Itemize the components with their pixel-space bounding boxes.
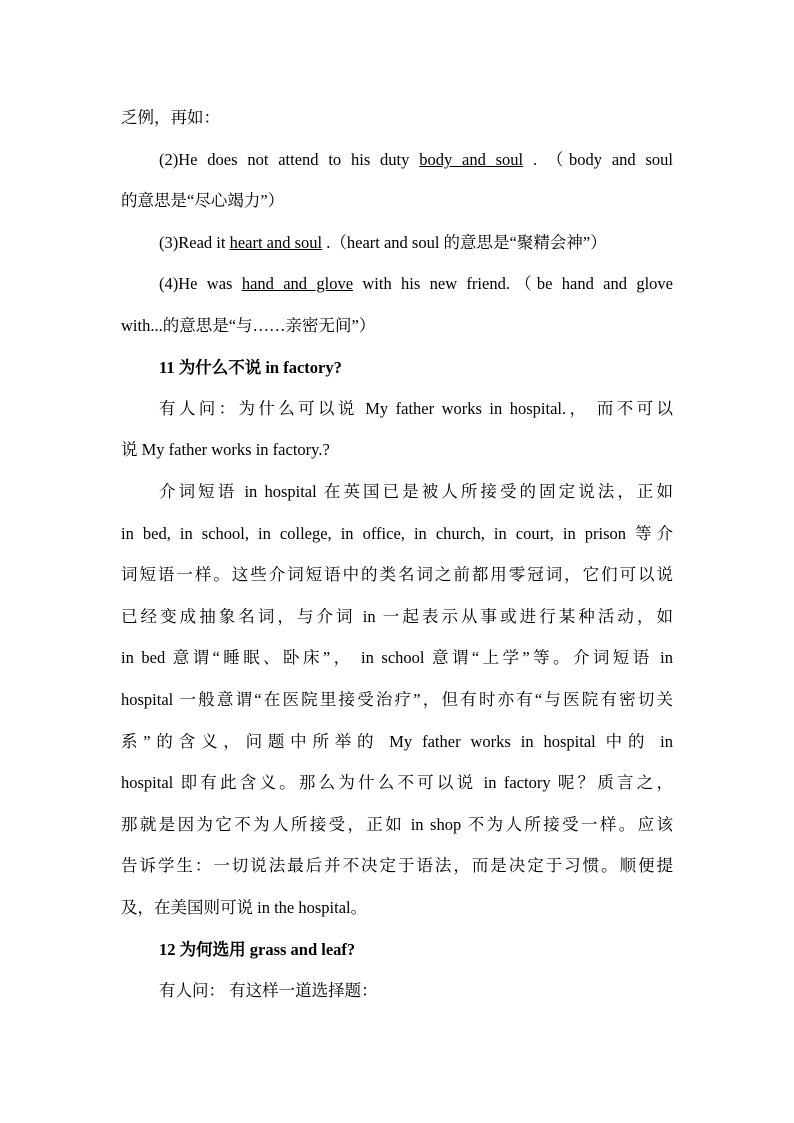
text-line: 的意思是“尽心竭力”） xyxy=(121,191,285,210)
text-line: in bed, in school, in college, in office, in church, in court, in prison 等介 xyxy=(121,524,673,543)
text-line: 有人问：为什么可以说 My father works in hospital.， 而不可以 xyxy=(159,399,673,418)
text-line: 系”的含义，问题中所举的 My father works in hospital 中的 in xyxy=(121,732,673,751)
example-3 xyxy=(159,232,673,254)
text-line: with...的意思是“与……亲密无间”） xyxy=(121,316,376,335)
text-line: 有人问： 有这样一道选择题： xyxy=(159,981,378,1000)
text-span: (2)He does not attend to his duty xyxy=(159,150,420,169)
text-line: 词短语一样。这些介词短语中的类名词之前都用零冠词，它们可以说 xyxy=(121,565,673,584)
text-line: 已经变成抽象名词，与介词 in 一起表示从事或进行某种活动，如 xyxy=(121,607,673,626)
underlined-phrase: heart and soul xyxy=(229,233,323,252)
section-heading-11: 11 为什么不说 in factory? xyxy=(159,358,342,377)
text-line: 说 My father works in factory.? xyxy=(121,440,330,459)
underlined-phrase: body and soul xyxy=(419,150,524,169)
text-line: hospital 一般意谓“在医院里接受治疗”，但有时亦有“与医院有密切关 xyxy=(121,690,673,709)
text-span: with his new friend.（be hand and glove xyxy=(353,274,673,293)
text-span: .（heart and soul 的意思是“聚精会神”） xyxy=(322,233,607,252)
example-2 xyxy=(159,149,673,171)
underlined-phrase: hand and glove xyxy=(241,274,354,293)
text-line: in bed 意谓“睡眠、卧床”， in school 意谓“上学”等。介词短语 in xyxy=(121,648,673,667)
text-span: (4)He was xyxy=(159,274,242,293)
text-line: 及，在美国则可说 in the hospital。 xyxy=(121,898,368,917)
text-line: 乏例，再如： xyxy=(121,108,220,127)
section-heading-12: 12 为何选用 grass and leaf? xyxy=(159,940,356,959)
text-line: hospital 即有此含义。那么为什么不可以说 in factory 呢？质言之， xyxy=(121,773,673,792)
text-line: 那就是因为它不为人所接受，正如 in shop 不为人所接受一样。应该 xyxy=(121,815,673,834)
text-line: 告诉学生：一切说法最后并不决定于语法，而是决定于习惯。顺便提 xyxy=(121,856,673,875)
text-span: . （body and soul xyxy=(523,150,673,169)
text-span: (3)Read it xyxy=(159,233,230,252)
text-line: 介词短语 in hospital 在英国已是被人所接受的固定说法，正如 xyxy=(159,482,673,501)
example-4 xyxy=(159,273,673,295)
